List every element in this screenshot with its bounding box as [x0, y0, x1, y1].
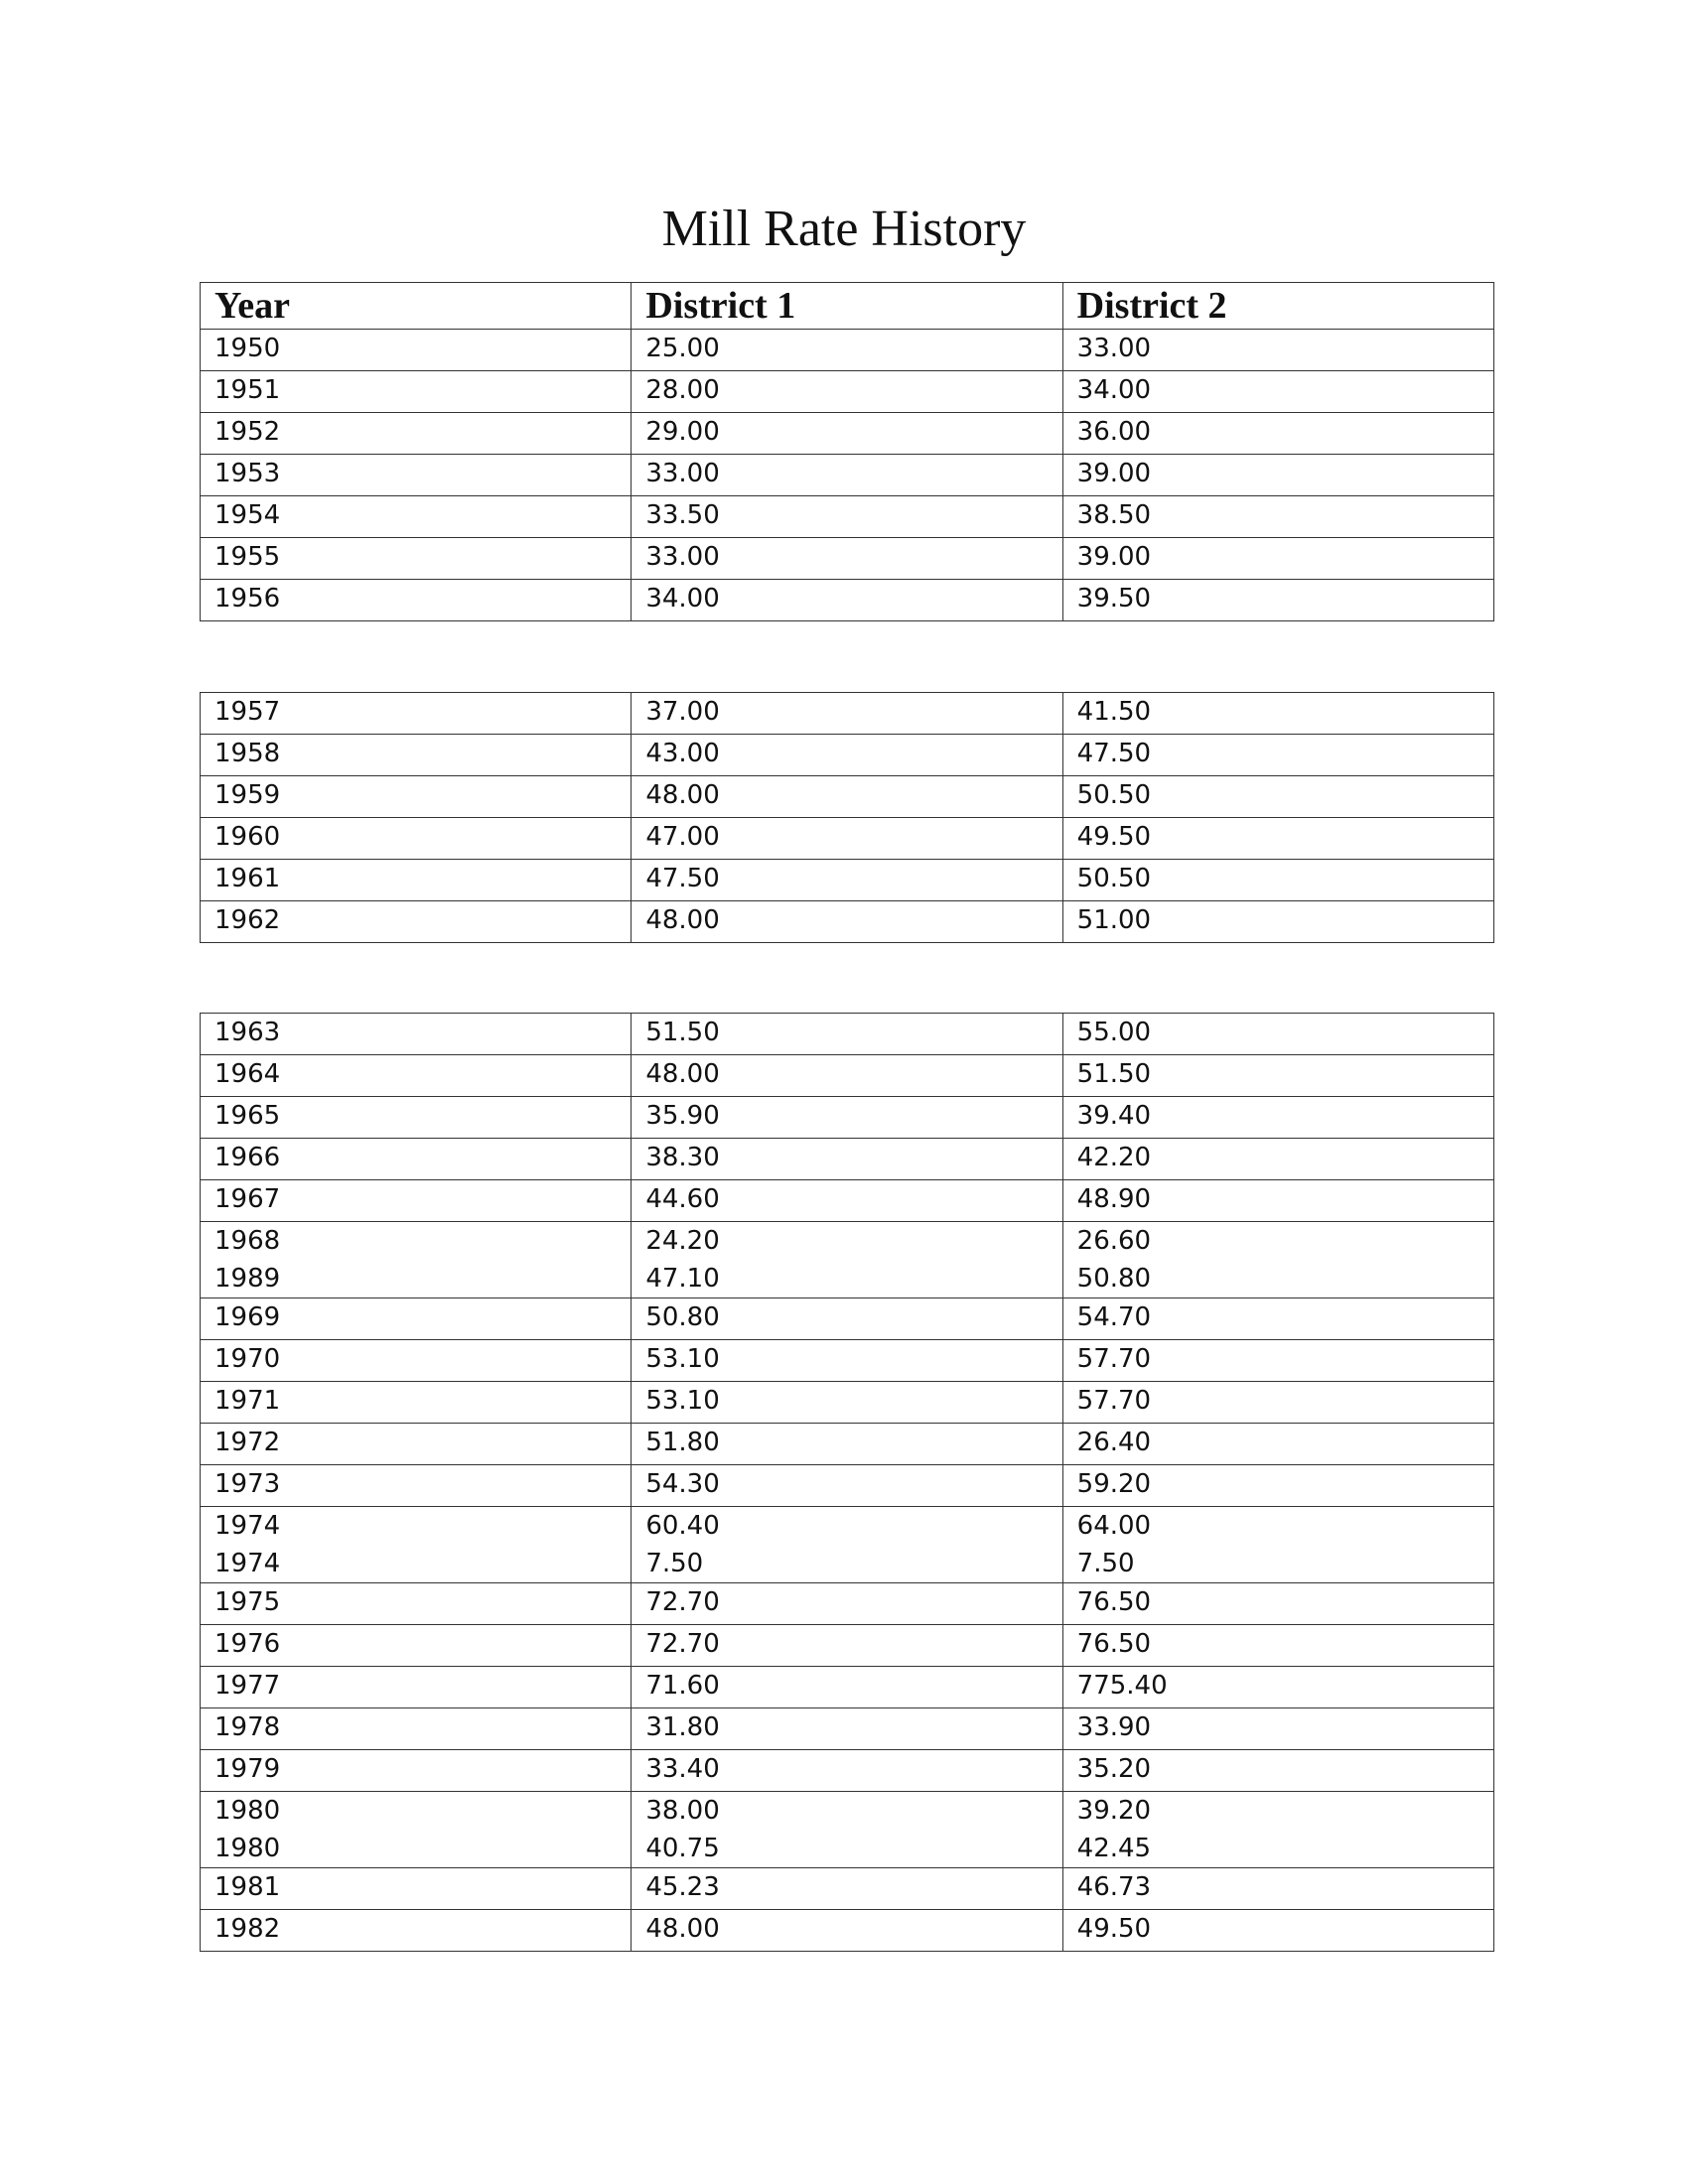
table-row: [201, 1340, 1494, 1382]
year-cell: 1956: [201, 580, 632, 621]
year-cell: 1966: [201, 1139, 632, 1180]
header-district-2: District 2: [1062, 283, 1493, 330]
district-2-cell: 55.00: [1062, 1014, 1493, 1055]
table-row: [201, 860, 1494, 901]
district-2-cell: 34.00: [1062, 371, 1493, 413]
district-2-cell: 51.00: [1062, 901, 1493, 943]
page-title: Mill Rate History: [661, 201, 1027, 257]
table-row: [201, 1667, 1494, 1708]
table-row: [201, 1139, 1494, 1180]
year-cell: 1963: [201, 1014, 632, 1055]
table-row: [201, 538, 1494, 580]
table-row: [201, 1424, 1494, 1465]
table-row: [201, 818, 1494, 860]
district-1-cell: 47.00: [632, 818, 1062, 860]
year-cell: 1974 1974: [201, 1507, 632, 1583]
district-2-cell: 57.70: [1062, 1340, 1493, 1382]
district-2-cell: 49.50: [1062, 1910, 1493, 1952]
year-cell: 1962: [201, 901, 632, 943]
table-row: [201, 413, 1494, 455]
district-1-cell: 50.80: [632, 1298, 1062, 1340]
year-cell: 1977: [201, 1667, 632, 1708]
year-cell: 1980 1980: [201, 1792, 632, 1868]
district-1-cell: 38.00 40.75: [632, 1792, 1062, 1868]
district-1-cell: 33.00: [632, 455, 1062, 496]
district-1-cell: 48.00: [632, 1055, 1062, 1097]
district-1-cell: 48.00: [632, 1910, 1062, 1952]
year-cell: 1960: [201, 818, 632, 860]
district-2-cell: 64.00 7.50: [1062, 1507, 1493, 1583]
table-row: [201, 496, 1494, 538]
district-1-cell: 48.00: [632, 901, 1062, 943]
district-1-cell: 71.60: [632, 1667, 1062, 1708]
district-1-cell: 72.70: [632, 1625, 1062, 1667]
table-row: [201, 1465, 1494, 1507]
district-1-cell: 43.00: [632, 735, 1062, 776]
year-cell: 1979: [201, 1750, 632, 1792]
year-cell: 1981: [201, 1868, 632, 1910]
district-1-cell: 47.50: [632, 860, 1062, 901]
year-cell: 1967: [201, 1180, 632, 1222]
district-2-cell: 33.90: [1062, 1708, 1493, 1750]
district-1-cell: 53.10: [632, 1382, 1062, 1424]
district-2-cell: 39.00: [1062, 455, 1493, 496]
district-1-cell: 29.00: [632, 413, 1062, 455]
mill-rate-table-1963-1982: [200, 1013, 1494, 1952]
year-cell: 1955: [201, 538, 632, 580]
district-1-cell: 37.00: [632, 693, 1062, 735]
year-cell: 1950: [201, 330, 632, 371]
header-district-1: District 1: [632, 283, 1062, 330]
district-1-cell: 38.30: [632, 1139, 1062, 1180]
year-cell: 1965: [201, 1097, 632, 1139]
table-row: [201, 1382, 1494, 1424]
district-1-cell: 44.60: [632, 1180, 1062, 1222]
table-row: [201, 693, 1494, 735]
table-row: [201, 330, 1494, 371]
district-2-cell: 54.70: [1062, 1298, 1493, 1340]
table-row: [201, 1014, 1494, 1055]
district-2-cell: 48.90: [1062, 1180, 1493, 1222]
year-cell: 1982: [201, 1910, 632, 1952]
district-1-cell: 53.10: [632, 1340, 1062, 1382]
district-2-cell: 46.73: [1062, 1868, 1493, 1910]
district-1-cell: 54.30: [632, 1465, 1062, 1507]
district-1-cell: 35.90: [632, 1097, 1062, 1139]
district-2-cell: 775.40: [1062, 1667, 1493, 1708]
district-1-cell: 33.40: [632, 1750, 1062, 1792]
district-2-cell: 59.20: [1062, 1465, 1493, 1507]
table-row: [201, 1583, 1494, 1625]
table-row: [201, 1910, 1494, 1952]
year-cell: 1951: [201, 371, 632, 413]
year-cell: 1975: [201, 1583, 632, 1625]
year-cell: 1969: [201, 1298, 632, 1340]
header-year: Year: [201, 283, 632, 330]
year-cell: 1978: [201, 1708, 632, 1750]
district-1-cell: 25.00: [632, 330, 1062, 371]
year-cell: 1954: [201, 496, 632, 538]
table-row: [201, 1792, 1494, 1868]
district-2-cell: 50.50: [1062, 776, 1493, 818]
mill-rate-table-1950-1956: [200, 282, 1494, 621]
district-2-cell: 49.50: [1062, 818, 1493, 860]
district-2-cell: 51.50: [1062, 1055, 1493, 1097]
table-row: [201, 371, 1494, 413]
mill-rate-table-1957-1962: [200, 692, 1494, 943]
district-2-cell: 57.70: [1062, 1382, 1493, 1424]
year-cell: 1971: [201, 1382, 632, 1424]
year-cell: 1959: [201, 776, 632, 818]
district-1-cell: 24.20 47.10: [632, 1222, 1062, 1298]
year-cell: 1970: [201, 1340, 632, 1382]
district-2-cell: 42.20: [1062, 1139, 1493, 1180]
table-row: [201, 1507, 1494, 1583]
table-row: [201, 455, 1494, 496]
district-2-cell: 50.50: [1062, 860, 1493, 901]
district-2-cell: 76.50: [1062, 1583, 1493, 1625]
table-row: [201, 776, 1494, 818]
table-row: [201, 1868, 1494, 1910]
district-1-cell: 34.00: [632, 580, 1062, 621]
year-cell: 1961: [201, 860, 632, 901]
district-1-cell: 31.80: [632, 1708, 1062, 1750]
table-row: [201, 735, 1494, 776]
district-1-cell: 51.80: [632, 1424, 1062, 1465]
district-1-cell: 51.50: [632, 1014, 1062, 1055]
year-cell: 1958: [201, 735, 632, 776]
year-cell: 1973: [201, 1465, 632, 1507]
district-2-cell: 33.00: [1062, 330, 1493, 371]
district-1-cell: 33.50: [632, 496, 1062, 538]
district-2-cell: 36.00: [1062, 413, 1493, 455]
year-cell: 1976: [201, 1625, 632, 1667]
district-2-cell: 35.20: [1062, 1750, 1493, 1792]
table-row: [201, 1708, 1494, 1750]
district-2-cell: 39.50: [1062, 580, 1493, 621]
district-1-cell: 60.40 7.50: [632, 1507, 1062, 1583]
year-cell: 1968 1989: [201, 1222, 632, 1298]
table-row: [201, 1298, 1494, 1340]
district-2-cell: 39.00: [1062, 538, 1493, 580]
year-cell: 1964: [201, 1055, 632, 1097]
table-row: [201, 1750, 1494, 1792]
district-2-cell: 26.60 50.80: [1062, 1222, 1493, 1298]
table-row: [201, 1097, 1494, 1139]
district-1-cell: 48.00: [632, 776, 1062, 818]
table-row: [201, 1222, 1494, 1298]
district-2-cell: 47.50: [1062, 735, 1493, 776]
table-row: [201, 1625, 1494, 1667]
district-2-cell: 38.50: [1062, 496, 1493, 538]
table-row: [201, 1055, 1494, 1097]
table-row: [201, 580, 1494, 621]
district-1-cell: 33.00: [632, 538, 1062, 580]
district-2-cell: 41.50: [1062, 693, 1493, 735]
table-row: [201, 901, 1494, 943]
district-2-cell: 76.50: [1062, 1625, 1493, 1667]
district-1-cell: 45.23: [632, 1868, 1062, 1910]
table-header-row: [201, 283, 1494, 330]
table-row: [201, 1180, 1494, 1222]
district-2-cell: 26.40: [1062, 1424, 1493, 1465]
district-2-cell: 39.20 42.45: [1062, 1792, 1493, 1868]
year-cell: 1952: [201, 413, 632, 455]
district-1-cell: 28.00: [632, 371, 1062, 413]
district-1-cell: 72.70: [632, 1583, 1062, 1625]
district-2-cell: 39.40: [1062, 1097, 1493, 1139]
year-cell: 1957: [201, 693, 632, 735]
year-cell: 1953: [201, 455, 632, 496]
year-cell: 1972: [201, 1424, 632, 1465]
